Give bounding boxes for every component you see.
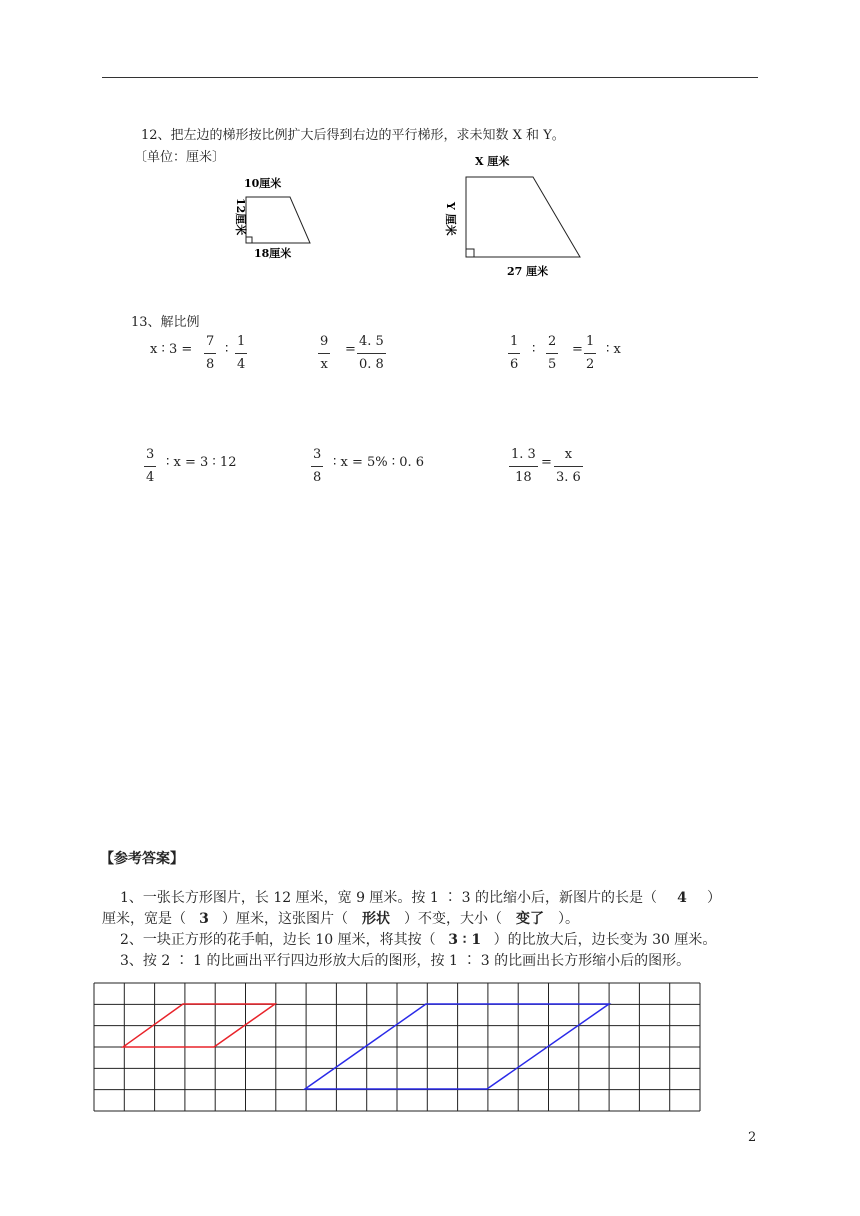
eq2-f2-den: 0. 8 (359, 357, 384, 372)
large-top-label: X 厘米 (475, 155, 510, 168)
eq1-f1-num: 7 (206, 334, 215, 349)
answer-3: 3、按 2 ∶ 1 的比画出平行四边形放大后的图形，按 1 ∶ 3 的比画出长方形缩小后的图形。 (120, 953, 691, 969)
eq3-f1-num: 1 (510, 334, 519, 349)
answer-1-value-length: 4 (677, 890, 687, 906)
q12-unit: 〔单位：厘米〕 (134, 150, 226, 165)
eq4-f1-den: 4 (146, 470, 155, 485)
eq6-fraction-1 (509, 446, 538, 487)
eq1-colon: ∶ (225, 342, 229, 357)
small-top-label: 10厘米 (244, 177, 282, 190)
small-trapezoid-figure (220, 170, 330, 262)
large-right-angle (466, 249, 474, 257)
small-trapezoid (246, 197, 310, 243)
answer-2-value-ratio: 3 ∶ 1 (448, 932, 482, 948)
eq3-colon: ∶ (532, 342, 536, 357)
small-side-label: 12厘米 (234, 198, 247, 236)
eq6-f2-num: x (564, 447, 573, 462)
answer-1-value-width: 3 (199, 911, 209, 927)
eq6-fraction-2 (554, 446, 583, 487)
eq3-fraction-2 (546, 333, 558, 374)
eq2-fraction-1 (318, 333, 330, 374)
eq2-f1-num: 9 (320, 334, 329, 349)
large-bottom-label: 27 厘米 (507, 265, 549, 278)
eq1-f1-den: 8 (206, 357, 215, 372)
large-trapezoid-figure (440, 150, 590, 280)
q13-title: 13、解比例 (131, 315, 200, 330)
answer-1-line-1: 1、一张长方形图片，长 12 厘米，宽 9 厘米。按 1 ∶ 3 的比缩小后，新图片的长是（ 4 ） (120, 890, 722, 906)
eq3-f1-den: 6 (510, 357, 519, 372)
eq1-fraction-2 (235, 333, 247, 374)
eq3-tail: ∶ x (606, 342, 621, 357)
answer-grid (93, 982, 701, 1112)
eq6-f1-num: 1. 3 (511, 447, 536, 462)
eq3-f2-num: 2 (548, 334, 557, 349)
eq5-f1-num: 3 (313, 447, 322, 462)
answers-heading: 【参考答案】 (100, 851, 184, 867)
eq4-f1-num: 3 (146, 447, 155, 462)
eq2-equals: = (345, 342, 356, 357)
eq2-f2-num: 4. 5 (359, 334, 384, 349)
eq1-prefix: x ∶ 3 = (150, 342, 193, 357)
eq5-f1-den: 8 (313, 470, 322, 485)
small-right-angle (246, 237, 252, 243)
answer-1-line-2: 厘米，宽是（ 3 ）厘米，这张图片（ 形状 ）不变，大小（ 变了 ）。 (102, 908, 579, 928)
eq3-f2-den: 5 (548, 357, 557, 372)
header-rule (102, 77, 758, 78)
eq5-fraction (311, 446, 323, 487)
eq1-f2-num: 1 (237, 334, 246, 349)
q12-text: 12、把左边的梯形按比例扩大后得到右边的平行梯形，求未知数 X 和 Y。 (141, 128, 565, 143)
eq5-tail: ∶ x = 5% ∶ 0. 6 (333, 455, 425, 470)
eq2-f1-den: x (320, 357, 328, 372)
small-bottom-label: 18厘米 (254, 247, 292, 260)
eq2-fraction-2 (357, 333, 386, 374)
large-side-label: Y 厘米 (444, 202, 457, 236)
eq3-f3-den: 2 (586, 357, 595, 372)
eq6-f1-den: 18 (515, 470, 532, 485)
eq6-equals: = (541, 455, 552, 470)
large-trapezoid (466, 177, 580, 257)
eq1-f2-den: 4 (237, 357, 246, 372)
eq3-equals: = (572, 342, 583, 357)
answer-2: 2、一块正方形的花手帕，边长 10 厘米，将其按（ 3 ∶ 1 ）的比放大后，边长变为 30 厘米。 (120, 932, 717, 948)
answer-1-value-size: 变了 (516, 911, 544, 927)
eq1-fraction-1 (204, 333, 216, 374)
eq3-fraction-3 (584, 333, 596, 374)
eq3-f3-num: 1 (586, 334, 595, 349)
page-number: 2 (748, 1130, 757, 1145)
eq4-fraction (144, 446, 156, 487)
eq3-fraction-1 (508, 333, 520, 374)
answer-1-value-shape: 形状 (362, 911, 390, 927)
eq6-f2-den: 3. 6 (556, 470, 581, 485)
eq4-tail: ∶ x = 3 ∶ 12 (166, 455, 237, 470)
